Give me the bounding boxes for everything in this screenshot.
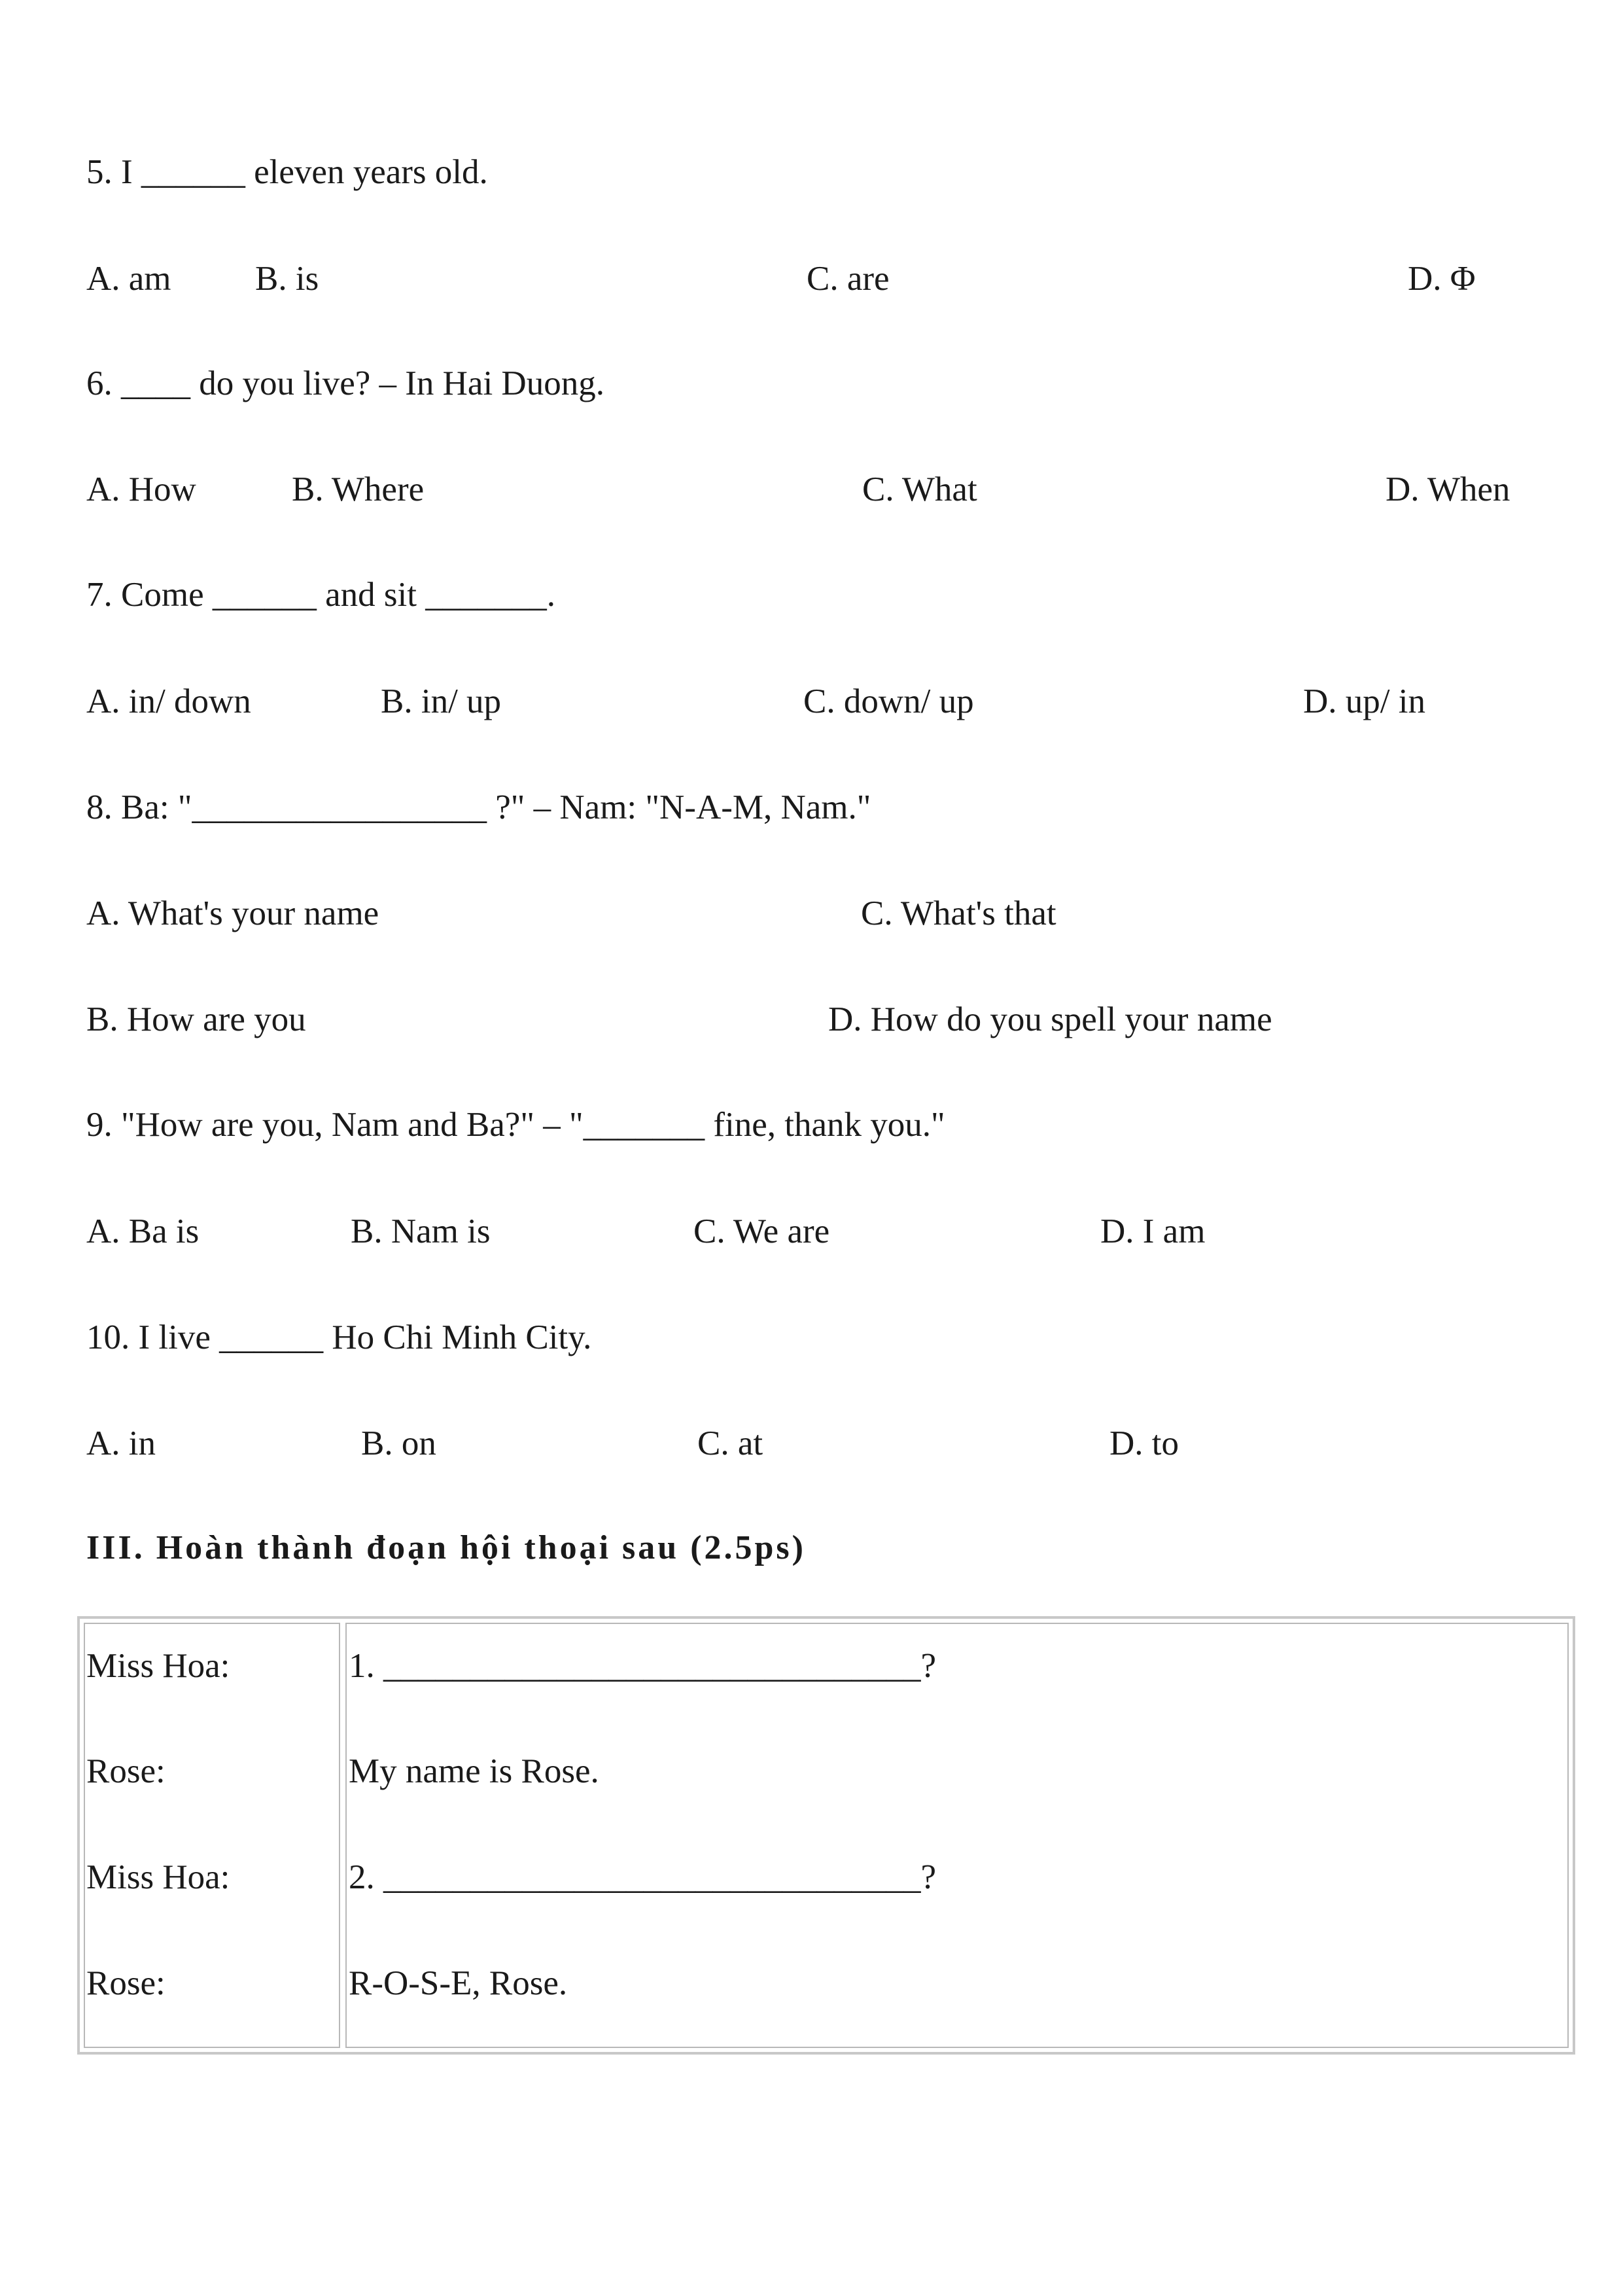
question-5-option-a[interactable]: A. am	[86, 260, 171, 298]
question-5-stem: 5. I ______ eleven years old.	[86, 153, 488, 191]
question-8-option-b[interactable]: B. How are you	[86, 1000, 306, 1038]
question-9-stem: 9. "How are you, Nam and Ba?" – "_______ fine, thank you."	[86, 1106, 945, 1144]
question-8-option-d[interactable]: D. How do you spell your name	[828, 1000, 1272, 1038]
question-9-option-a[interactable]: A. Ba is	[86, 1212, 200, 1250]
dialogue-speaker-3: Miss Hoa:	[86, 1858, 230, 1896]
dialogue-speaker-1: Miss Hoa:	[86, 1647, 230, 1685]
question-5-option-b[interactable]: B. is	[255, 260, 319, 298]
question-8-option-c[interactable]: C. What's that	[861, 894, 1056, 932]
question-6-option-a[interactable]: A. How	[86, 470, 196, 508]
question-7-stem: 7. Come ______ and sit _______.	[86, 576, 555, 614]
question-9-option-d[interactable]: D. I am	[1100, 1212, 1206, 1250]
question-7-option-c[interactable]: C. down/ up	[803, 682, 974, 720]
question-10-option-d[interactable]: D. to	[1109, 1424, 1179, 1462]
dialogue-line-1[interactable]: 1. _______________________________?	[349, 1647, 937, 1685]
dialogue-speaker-2: Rose:	[86, 1752, 166, 1790]
question-9-option-c[interactable]: C. We are	[693, 1212, 830, 1250]
question-7-option-d[interactable]: D. up/ in	[1303, 682, 1425, 720]
question-5-option-c[interactable]: C. are	[807, 260, 890, 298]
question-8-option-a[interactable]: A. What's your name	[86, 894, 379, 932]
question-6-option-c[interactable]: C. What	[862, 470, 977, 508]
question-7-option-b[interactable]: B. in/ up	[381, 682, 502, 720]
question-8-stem: 8. Ba: "_________________ ?" – Nam: "N-A-M, Nam."	[86, 788, 871, 826]
dialogue-line-4: R-O-S-E, Rose.	[349, 1964, 568, 2002]
question-10-option-b[interactable]: B. on	[361, 1424, 436, 1462]
question-6-option-b[interactable]: B. Where	[292, 470, 425, 508]
dialogue-line-2: My name is Rose.	[349, 1752, 599, 1790]
question-10-option-c[interactable]: C. at	[697, 1424, 763, 1462]
question-6-option-d[interactable]: D. When	[1386, 470, 1510, 508]
section-3-heading: III. Hoàn thành đoạn hội thoại sau (2.5ps)	[86, 1529, 806, 1566]
question-10-option-a[interactable]: A. in	[86, 1424, 156, 1462]
question-9-option-b[interactable]: B. Nam is	[351, 1212, 491, 1250]
question-5-option-d[interactable]: D. Φ	[1408, 260, 1476, 298]
question-10-stem: 10. I live ______ Ho Chi Minh City.	[86, 1318, 592, 1356]
question-6-stem: 6. ____ do you live? – In Hai Duong.	[86, 364, 604, 402]
dialogue-line-3[interactable]: 2. _______________________________?	[349, 1858, 937, 1896]
question-7-option-a[interactable]: A. in/ down	[86, 682, 251, 720]
dialogue-speaker-4: Rose:	[86, 1964, 166, 2002]
